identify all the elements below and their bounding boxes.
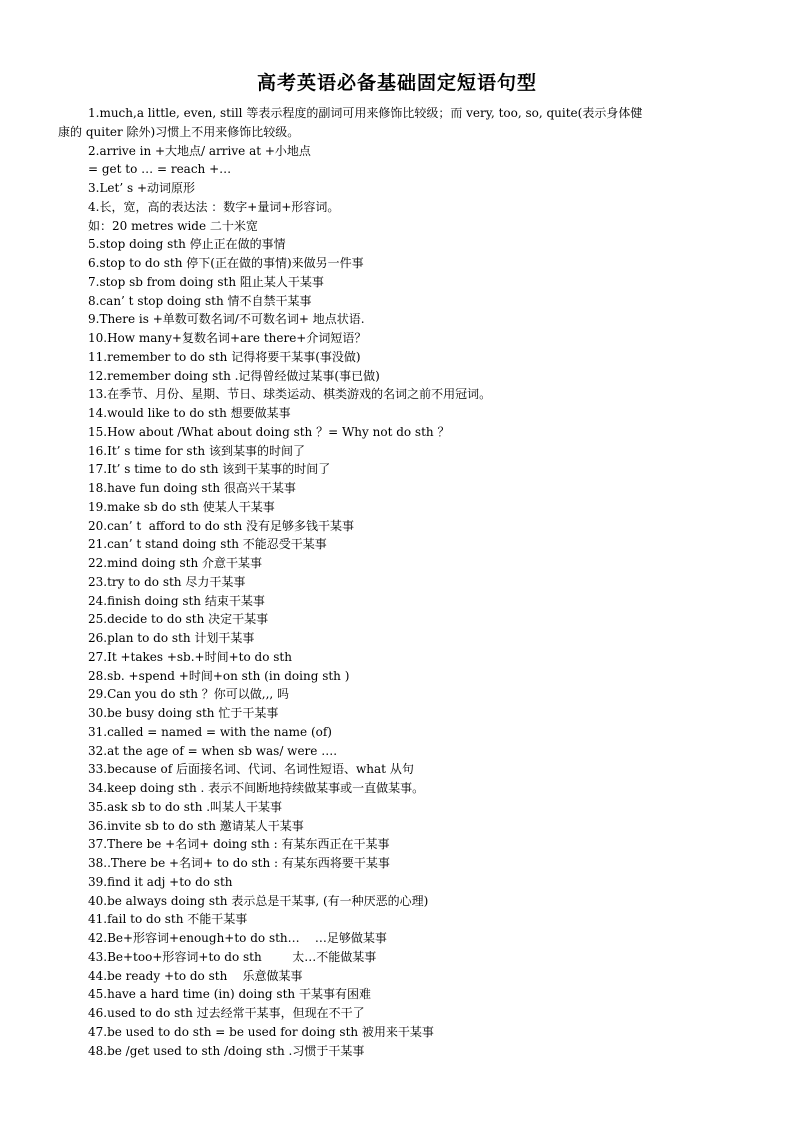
list-item: 9.There is +单数可数名词/不可数名词+ 地点状语. <box>88 312 365 327</box>
list-item: 8.can’ t stop doing sth 情不自禁干某事 <box>88 293 312 308</box>
list-item: 48.be /get used to sth /doing sth .习惯于干某事 <box>88 1043 365 1058</box>
list-item: 37.There be +名词+ doing sth : 有某东西正在干某事 <box>88 837 390 852</box>
list-item: 25.decide to do sth 决定干某事 <box>88 612 269 627</box>
list-item: 34.keep doing sth . 表示不间断地持续做某事或一直做某事。 <box>88 781 425 795</box>
list-item: 45.have a hard time (in) doing sth 干某事有困难 <box>88 987 371 1002</box>
list-item: 29.Can you do sth ？你可以做,,, 吗 <box>88 687 290 702</box>
list-item: 16.It’ s time for sth 该到某事的时间了 <box>88 443 305 458</box>
list-item: 15.How about /What about doing sth ？= Why not do sth ？ <box>88 424 450 439</box>
list-item: 如：20 metres wide 二十米宽 <box>88 218 258 233</box>
list-item: 21.can’ t stand doing sth 不能忍受干某事 <box>88 537 327 552</box>
list-item: 28.sb. +spend +时间+on sth (in doing sth ) <box>88 668 350 683</box>
list-item: 11.remember to do sth 记得将要干某事(事没做) <box>88 349 361 364</box>
list-item: 13.在季节、月份、星期、节日、球类运动、棋类游戏的名词之前不用冠词。 <box>88 387 492 402</box>
list-item: 22.mind doing sth 介意干某事 <box>88 556 263 570</box>
list-item: 26.plan to do sth 计划干某事 <box>88 631 255 645</box>
list-item: 10.How many+复数名词+are there+介词短语？ <box>88 331 367 345</box>
list-item: 6.stop to do sth 停下(正在做的事情)来做另一件事 <box>88 256 364 270</box>
list-item: 24.finish doing sth 结束干某事 <box>88 593 265 608</box>
list-item: 30.be busy doing sth 忙于干某事 <box>88 706 279 720</box>
list-item: 14.would like to do sth 想要做某事 <box>88 406 291 420</box>
list-item: 35.ask sb to do sth .叫某人干某事 <box>88 799 283 814</box>
list-item: 19.make sb do sth 使某人干某事 <box>88 499 275 514</box>
list-item: 27.It +takes +sb.+时间+to do sth <box>88 649 292 664</box>
list-item-1b: 康的 quiter 除外)习惯上不用来修饰比较级。 <box>58 124 300 139</box>
list-item: 39.find it adj +to do sth <box>88 874 233 889</box>
list-item: 7.stop sb from doing sth 阻止某人干某事 <box>88 274 324 289</box>
list-item: 20.can’ t afford to do sth 没有足够多钱干某事 <box>88 518 355 533</box>
list-item: 33.because of 后面接名词、代词、名词性短语、what 从句 <box>88 762 414 777</box>
list-item: 17.It’ s time to do sth 该到干某事的时间了 <box>88 462 331 477</box>
list-item: 47.be used to do sth = be used for doing sth 被用来干某事 <box>88 1024 434 1039</box>
list-item: 41.fail to do sth 不能干某事 <box>88 912 248 927</box>
phrase-list <box>58 104 738 1060</box>
list-item: 5.stop doing sth 停止正在做的事情 <box>88 237 286 252</box>
list-item: 44.be ready +to do sth 乐意做某事 <box>88 968 303 983</box>
list-item: 2.arrive in +大地点/ arrive at +小地点 <box>88 143 311 158</box>
list-item-1a: 1.much,a little, even, still 等表示程度的副词可用来修饰比较级；而 very, too, so, quite(表示身体健 <box>88 106 643 120</box>
list-item: 4.长，宽，高的表达法 ：数字+量词+形容词。 <box>88 199 340 214</box>
list-item: = get to … = reach +… <box>88 162 232 177</box>
list-item: 42.Be+形容词+enough+to do sth… …足够做某事 <box>88 931 387 945</box>
list-item: 12.remember doing sth .记得曾经做过某事(事已做) <box>88 368 380 383</box>
list-item: 18.have fun doing sth 很高兴干某事 <box>88 481 296 495</box>
list-item: 36.invite sb to do sth 邀请某人干某事 <box>88 818 304 833</box>
list-item: 23.try to do sth 尽力干某事 <box>88 574 246 589</box>
phrase-lines <box>88 142 738 1061</box>
list-item: 32.at the age of = when sb was/ were …. <box>88 743 338 758</box>
list-item: 3.Let’ s +动词原形 <box>88 181 195 195</box>
list-item: 38..There be +名词+ to do sth : 有某东西将要干某事 <box>88 856 390 870</box>
list-item: 43.Be+too+形容词+to do sth 太…不能做某事 <box>88 949 377 964</box>
page-title: 高考英语必备基础固定短语句型 <box>256 72 537 94</box>
list-item: 40.be always doing sth 表示总是干某事, (有一种厌恶的心理) <box>88 893 429 908</box>
list-item: 46.used to do sth 过去经常干某事，但现在不干了 <box>88 1006 365 1020</box>
list-item: 31.called = named = with the name (of) <box>88 724 332 739</box>
